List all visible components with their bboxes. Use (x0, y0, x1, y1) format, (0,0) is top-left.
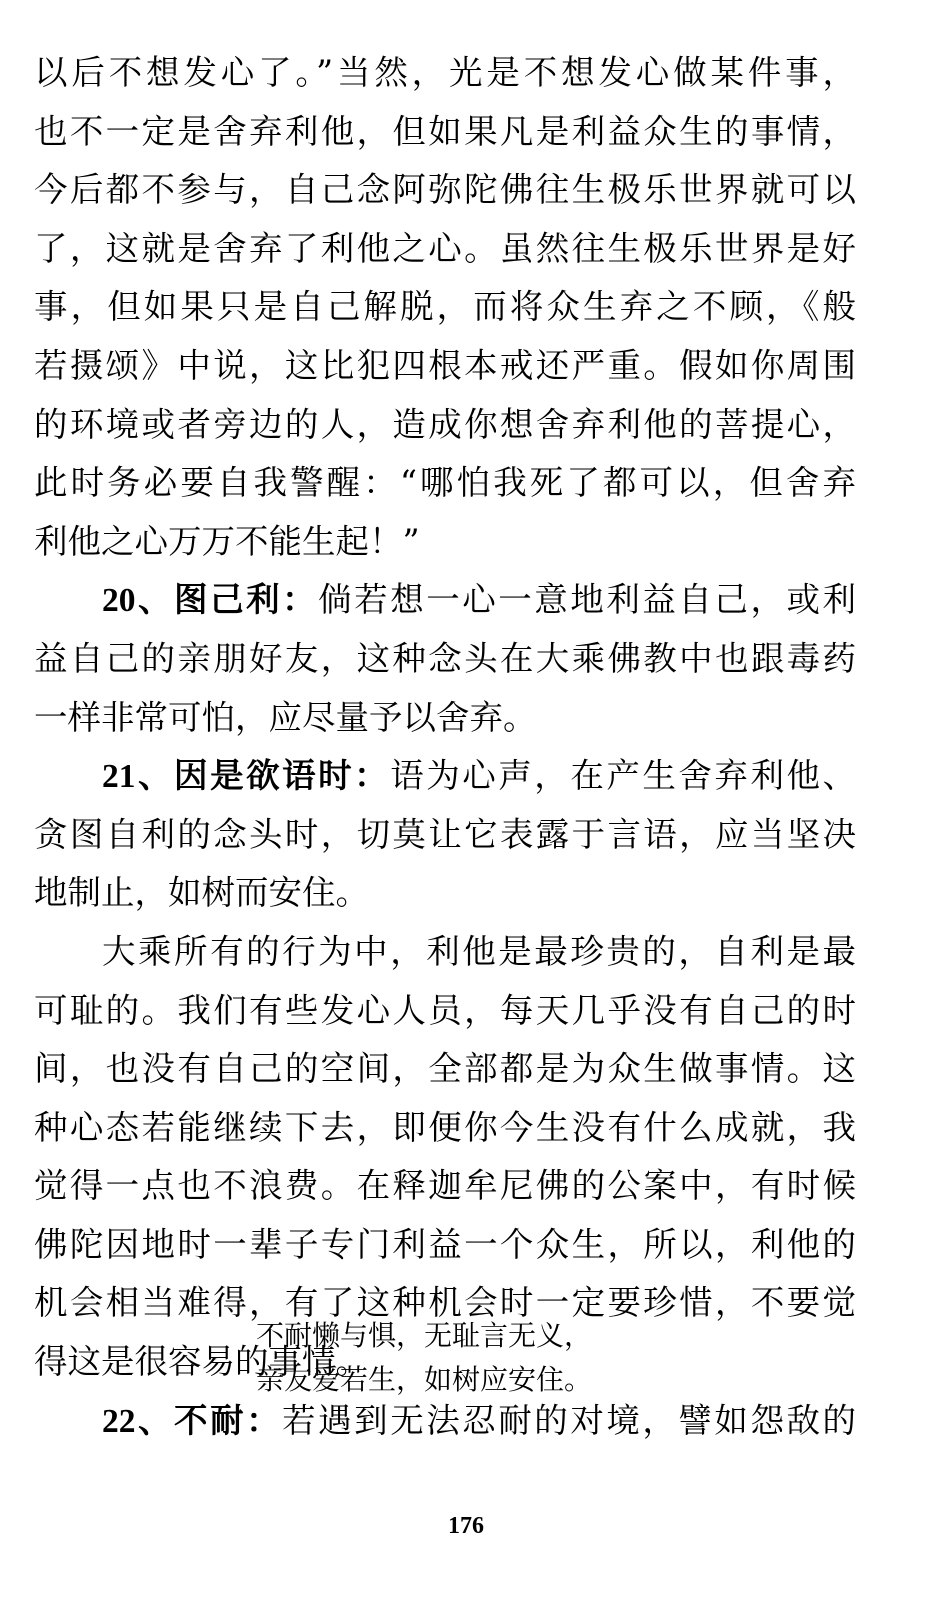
text-line: 一样非常可怕，应尽量予以舍弃。 (34, 697, 537, 737)
text-line: 利他之心万万不能生起！” (34, 521, 420, 561)
text-line: 得这是很容易的事情。 (34, 1342, 369, 1382)
text-line (34, 1392, 856, 1451)
page-number: 176 (448, 1513, 484, 1539)
text-line (34, 747, 856, 806)
text-line: 以后不想发心了。”当然，光是不想发心做某件事， (34, 53, 856, 92)
text-line: 大乘所有的行为中，利他是最珍贵的，自利是最 (102, 931, 856, 971)
item-heading: 20、图己利： (102, 582, 319, 620)
text-line (34, 571, 856, 630)
text-line: 觉得一点也不浪费。在释迦牟尼佛的公案中，有时候 (34, 1166, 856, 1206)
text-line: 贪图自利的念头时，切莫让它表露于言语，应当坚决 (34, 814, 856, 854)
paragraph-continuation (34, 44, 856, 571)
text-line: 佛陀因地时一辈子专门利益一个众生，所以，利他的 (34, 1224, 856, 1264)
item-heading: 21、因是欲语时： (102, 758, 391, 796)
text-line: 种心态若能继续下去，即便你今生没有什么成就，我 (34, 1107, 856, 1147)
text-line: 也不一定是舍弃利他，但如果凡是利益众生的事情， (34, 111, 856, 151)
paragraph-item-20 (34, 571, 856, 747)
text-line: 益自己的亲朋好友，这种念头在大乘佛教中也跟毒药 (34, 638, 856, 678)
item-heading: 22、不耐： (102, 1403, 283, 1440)
text-line: 的环境或者旁边的人，造成你想舍弃利他的菩提心， (34, 404, 856, 444)
paragraph-item-22 (34, 1392, 856, 1451)
text-line: 地制止，如树而安住。 (34, 873, 369, 913)
text-line: 间，也没有自己的空间，全部都是为众生做事情。这 (34, 1049, 856, 1089)
text-line: 机会相当难得，有了这种机会时一定要珍惜，不要觉 (34, 1283, 856, 1323)
text-line: 今后都不参与，自己念阿弥陀佛往生极乐世界就可以 (34, 170, 856, 210)
text-line: 事，但如果只是自己解脱，而将众生弃之不顾，《般 (34, 287, 856, 327)
item-text: 若遇到无法忍耐的对境，譬如怨敌的 (282, 1401, 856, 1440)
text-line: 可耻的。我们有些发心人员，每天几乎没有自己的时 (34, 990, 856, 1030)
verse-line: 亲友爱若生，如树应安住。 (256, 1363, 593, 1396)
text-line: 此时务必要自我警醒：“哪怕我死了都可以，但舍弃 (34, 463, 856, 503)
text-line: 若摄颂》中说，这比犯四根本戒还严重。假如你周围 (34, 345, 856, 385)
item-text: 倘若想一心一意地利益自己，或利 (318, 580, 856, 620)
verse-block (256, 1314, 592, 1402)
item-text: 语为心声，在产生舍弃利他、 (390, 756, 856, 796)
verse-line: 不耐懒与惧，无耻言无义， (256, 1319, 593, 1352)
body-text (34, 44, 856, 1392)
text-line: 了，这就是舍弃了利他之心。虽然往生极乐世界是好 (34, 228, 856, 268)
paragraph-item-21 (34, 747, 856, 923)
